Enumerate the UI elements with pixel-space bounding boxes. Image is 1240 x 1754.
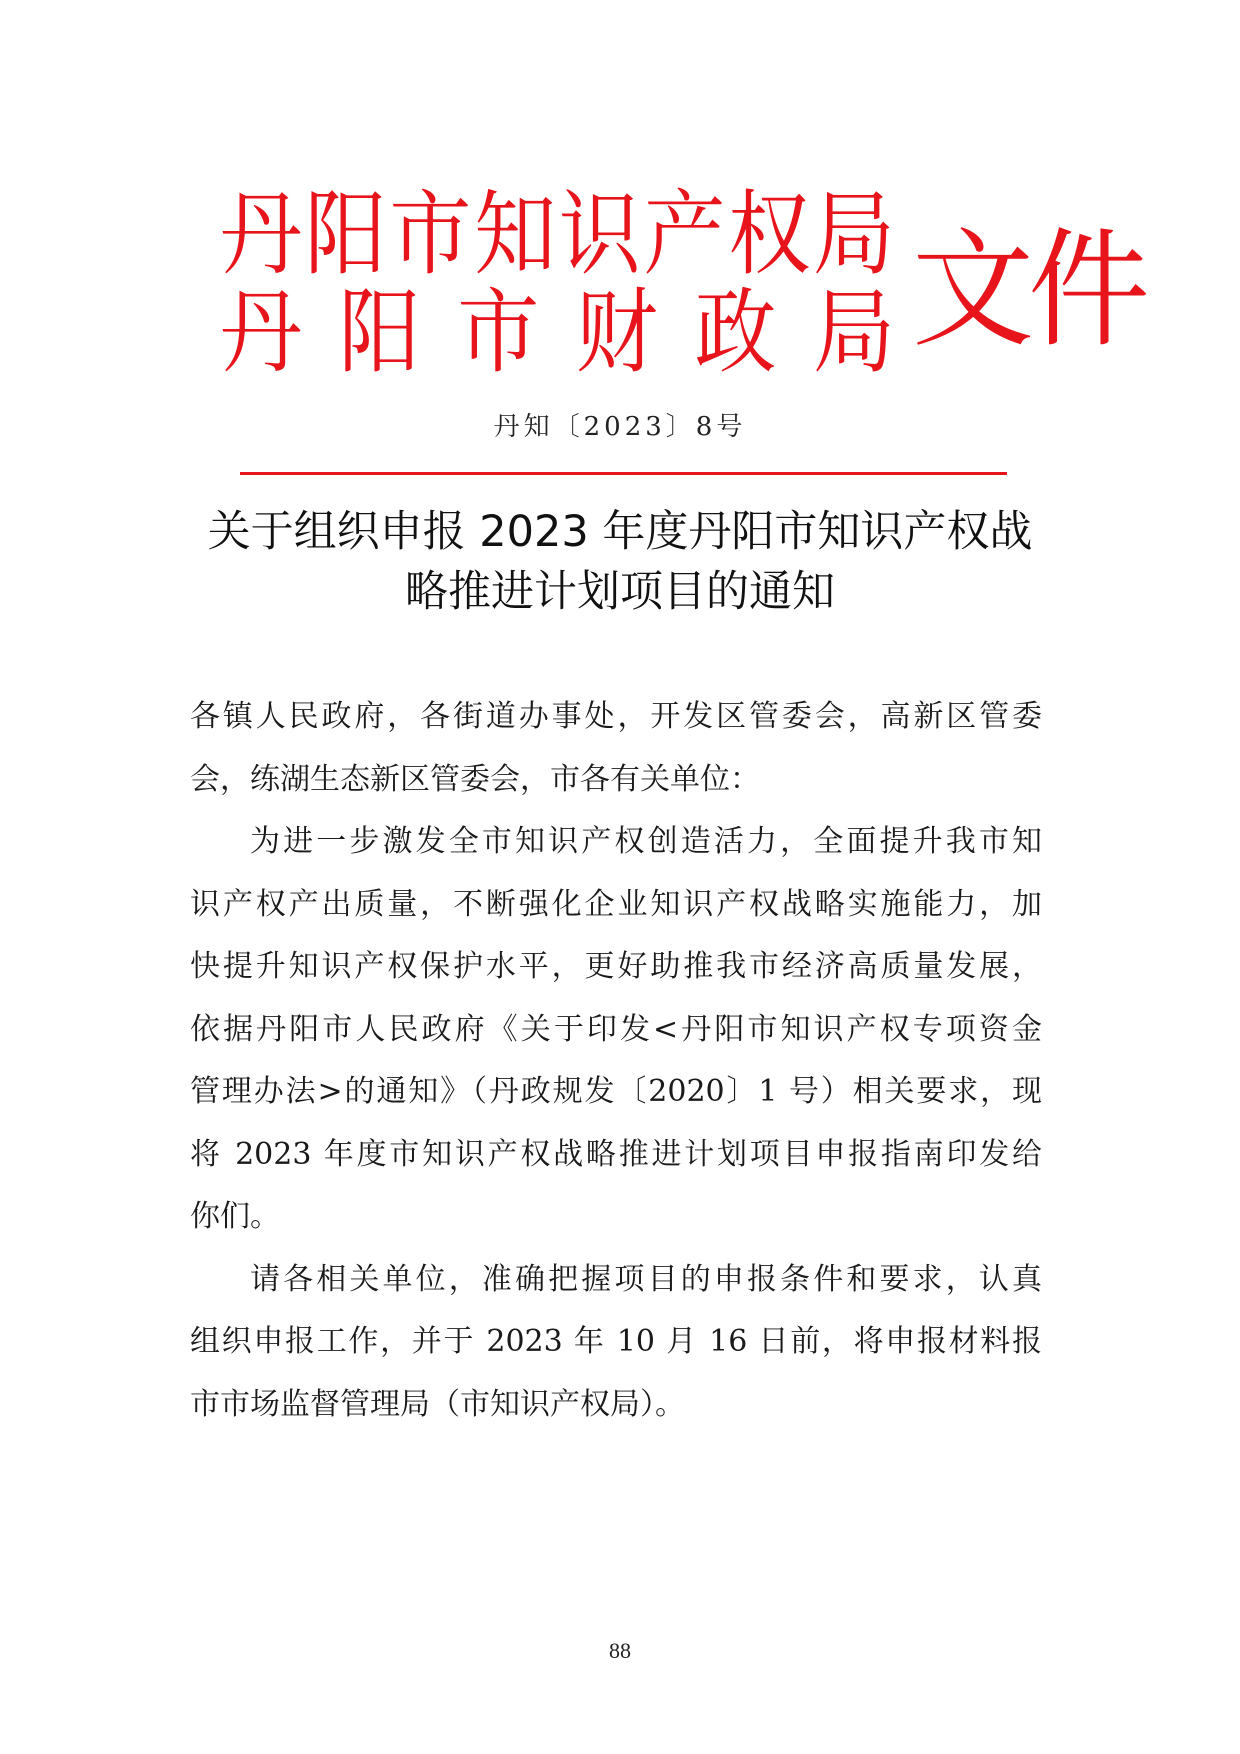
issuer-char: 识 [558, 181, 641, 289]
paragraph-line: 依据丹阳市人民政府《关于印发<丹阳市知识产权专项资金 [190, 1011, 1042, 1047]
document-title [150, 502, 1090, 622]
paragraph-line: 为进一步激发全市知识产权创造活力，全面提升我市知 [250, 824, 1042, 859]
paragraph-line: 市市场监督管理局（市知识产权局）。 [190, 1386, 685, 1422]
issuer-char: 财 [575, 279, 658, 387]
red-divider-line [240, 472, 1007, 475]
paragraph-line: 将 2023 年度市知识产权战略推进计划项目申报指南印发给 [190, 1136, 1042, 1172]
red-masthead [0, 0, 1240, 400]
page-number: 88 [609, 1638, 631, 1663]
issuer-name-finance-bureau [220, 279, 895, 387]
paragraph-line: 快提升知识产权保护水平，更好助推我市经济高质量发展， [190, 949, 1042, 984]
paragraph-line: 你们。 [190, 1199, 280, 1234]
paragraph-line: 识产权产出质量，不断强化企业知识产权战略实施能力，加 [190, 886, 1042, 922]
document-suffix: 文件 [912, 215, 1144, 365]
paragraph-line: 管理办法>的通知》（丹政规发〔2020〕1 号）相关要求，现 [190, 1074, 1042, 1109]
addressee-line: 各镇人民政府，各街道办事处，开发区管委会，高新区管委 [190, 699, 1042, 734]
issuer-char: 市 [457, 279, 540, 387]
document-body [190, 686, 1042, 1436]
issuer-char: 产 [643, 181, 726, 289]
issuer-name-ip-bureau [220, 181, 895, 289]
addressee-line: 会，练湖生态新区管委会，市各有关单位： [190, 761, 760, 797]
issuer-char: 局 [812, 181, 895, 289]
issuer-char: 阳 [338, 279, 421, 387]
document-number: 丹知〔2023〕8号 [493, 412, 747, 442]
issuer-char: 阳 [304, 181, 387, 289]
paragraph-line: 请各相关单位，准确把握项目的申报条件和要求，认真 [250, 1261, 1042, 1297]
title-line: 略推进计划项目的通知 [405, 567, 835, 617]
issuer-char: 市 [389, 181, 472, 289]
issuer-char: 知 [474, 181, 557, 289]
paragraph-line: 组织申报工作，并于 2023 年 10 月 16 日前，将申报材料报 [190, 1324, 1042, 1359]
issuer-char: 丹 [220, 279, 303, 387]
issuer-char: 丹 [220, 181, 303, 289]
issuer-char: 政 [694, 279, 777, 387]
title-line: 关于组织申报 2023 年度丹阳市知识产权战 [207, 507, 1033, 557]
issuer-char: 局 [812, 279, 895, 387]
issuer-char: 权 [728, 181, 811, 289]
